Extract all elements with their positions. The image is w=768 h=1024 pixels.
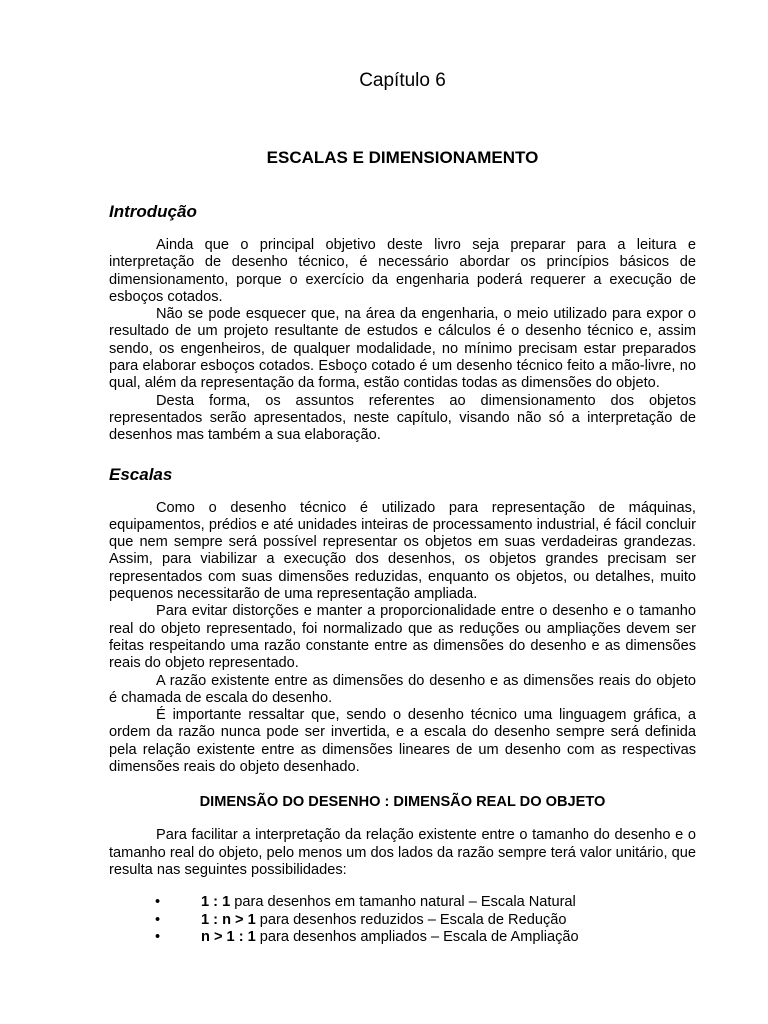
scale-description: para desenhos em tamanho natural – Escala Natural bbox=[230, 894, 576, 911]
paragraph: Para evitar distorções e manter a proporcionalidade entre o desenho e o tamanho real do objeto representado, foi normalizado que as reduções ou ampliações devem ser feitas respeitando uma razão constante entre as dimensões do desenho e as dimensões reais do objeto representado. bbox=[109, 603, 696, 672]
ratio-explanation bbox=[109, 827, 696, 879]
intro-body bbox=[109, 237, 696, 445]
document-page bbox=[109, 68, 696, 946]
paragraph: É importante ressaltar que, sendo o desenho técnico uma linguagem gráfica, a ordem da razão nunca pode ser invertida, e a escala do desenho sempre será definida pela relação existente entre as dimensões lineares de um desenho com as respectivas dimensões reais do objeto desenhado. bbox=[109, 707, 696, 776]
scale-ratio: n > 1 : 1 bbox=[201, 928, 256, 945]
paragraph: A razão existente entre as dimensões do desenho e as dimensões reais do objeto é chamada de escala do desenho. bbox=[109, 672, 696, 706]
list-item bbox=[109, 929, 696, 946]
paragraph: Como o desenho técnico é utilizado para representação de máquinas, equipamentos, prédios e até unidades inteiras de processamento industrial, é fácil concluir que nem sempre será possível representar os objetos em suas verdadeiras grandezas. Assim, para viabilizar a execução dos desenhos, os objetos grandes precisam ser representados com suas dimensões reduzidas, enquanto os objetos, ou detalhes, muito pequenos necessitarão de uma representação ampliada. bbox=[109, 499, 696, 603]
scale-description: para desenhos ampliados – Escala de Ampliação bbox=[255, 928, 579, 945]
paragraph: Desta forma, os assuntos referentes ao dimensionamento dos objetos representados serão apresentados, neste capítulo, visando não só a interpretação de desenhos mas também a sua elaboração. bbox=[109, 392, 696, 444]
bullet-icon: • bbox=[155, 911, 161, 928]
scale-ratio: 1 : n > 1 bbox=[201, 911, 256, 928]
page-title: ESCALAS E DIMENSIONAMENTO bbox=[266, 148, 539, 167]
section-heading-intro: Introdução bbox=[109, 202, 197, 221]
list-item bbox=[109, 912, 696, 929]
chapter-label: Capítulo 6 bbox=[359, 70, 446, 91]
paragraph: Para facilitar a interpretação da relação existente entre o tamanho do desenho e o tamanho real do objeto, pelo menos um dos lados da razão sempre terá valor unitário, que resulta nas seguintes possibilidades: bbox=[109, 827, 696, 878]
escalas-body bbox=[109, 500, 696, 777]
paragraph: Não se pode esquecer que, na área da engenharia, o meio utilizado para expor o resultado de um projeto resultante de estudos e cálculos é o desenho técnico e, assim sendo, os engenheiros, de qualquer modalidade, no mínimo precisam estar preparados para elaborar esboços cotados. Esboço cotado é um desenho técnico feito a mão-livre, no qual, além da representação da forma, estão contidas todas as dimensões do objeto. bbox=[109, 306, 696, 392]
section-heading-escalas: Escalas bbox=[109, 464, 173, 484]
scale-ratio: 1 : 1 bbox=[201, 894, 231, 911]
scale-list bbox=[109, 894, 696, 946]
paragraph: Ainda que o principal objetivo deste livro seja preparar para a leitura e interpretação de desenho técnico, é necessário abordar os princípios básicos de dimensionamento, porque o exercício da engenharia poderá requerer a execução de esboços cotados. bbox=[109, 237, 696, 305]
bullet-icon: • bbox=[155, 894, 161, 911]
list-item bbox=[109, 894, 696, 911]
scale-description: para desenhos reduzidos – Escala de Redução bbox=[255, 911, 567, 928]
bullet-icon: • bbox=[155, 928, 161, 945]
ratio-heading: DIMENSÃO DO DESENHO : DIMENSÃO REAL DO OBJETO bbox=[199, 794, 606, 811]
